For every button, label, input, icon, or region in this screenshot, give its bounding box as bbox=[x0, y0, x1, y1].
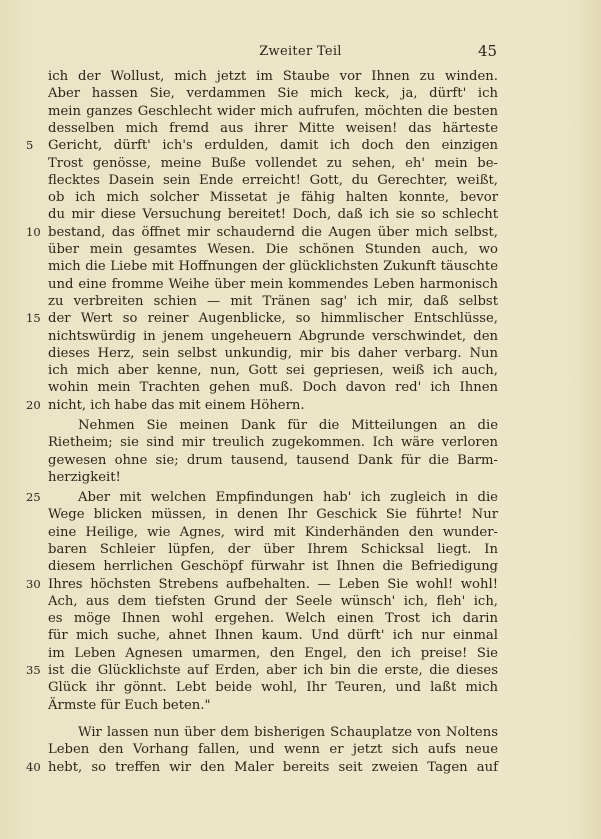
text-line: Nehmen Sie meinen Dank für die Mitteilungen an die bbox=[78, 418, 498, 433]
text-line: dieses Herz, sein selbst unkundig, mir bis daher verbarg. Nun bbox=[48, 345, 498, 361]
text-line: Leben den Vorhang fallen, und wenn er jetzt sich aufs neue bbox=[48, 742, 498, 758]
text-line: ob ich mich solcher Missetat je fähig halten konnte, bevor bbox=[48, 190, 498, 206]
text-line: bestand, das öffnet mir schaudernd die Augen über mich selbst, bbox=[48, 224, 498, 240]
text-line: desselben mich fremd aus ihrer Mitte weisen! das härteste bbox=[48, 120, 498, 136]
text-line: Wir lassen nun über dem bisherigen Schauplatze von Noltens bbox=[78, 725, 498, 740]
text-line: nichtswürdig in jenem ungeheuern Abgrunde verschwindet, den bbox=[48, 328, 498, 344]
line-number: 25 bbox=[26, 490, 41, 504]
text-line: zu verbreiten schien — mit Tränen sag' ich mir, daß selbst bbox=[48, 293, 498, 309]
line-number: 40 bbox=[26, 759, 41, 774]
text-line: Trost genösse, meine Buße vollendet zu sehen, eh' mein be- bbox=[48, 155, 498, 171]
text-line: ist die Glücklichste auf Erden, aber ich bin die erste, die dieses bbox=[48, 663, 498, 678]
text-line: Ärmste für Euch beten." bbox=[48, 697, 211, 713]
text-line: Aber mit welchen Empfindungen hab' ich zugleich in die bbox=[78, 490, 498, 505]
text-line: gewesen ohne sie; drum tausend, tausend Dank für die Barm- bbox=[48, 452, 498, 468]
text-line: eine Heilige, wie Agnes, wird mit Kinderhänden den wunder- bbox=[48, 524, 498, 540]
text-line: Rietheim; sie sind mir treulich zugekommen. Ich wäre verloren bbox=[48, 435, 498, 451]
text-line: wohin mein Trachten gehen muß. Doch davon red' ich Ihnen bbox=[48, 380, 498, 396]
text-line: Gericht, dürft' ich's erdulden, damit ich doch den einzigen bbox=[48, 138, 498, 154]
text-line: der Wert so reiner Augenblicke, so himmlischer Entschlüsse, bbox=[48, 311, 498, 327]
page-number: 45 bbox=[478, 42, 498, 60]
text-line: nicht, ich habe das mit einem Höhern. bbox=[48, 397, 305, 413]
text-line: baren Schleier lüpfen, der über Ihrem Schicksal liegt. In bbox=[48, 541, 498, 557]
text-line: für mich suche, ahnet Ihnen kaum. Und dürft' ich nur einmal bbox=[48, 628, 498, 644]
running-header: Zweiter Teil bbox=[259, 44, 342, 59]
text-line: herzigkeit! bbox=[48, 469, 121, 485]
text-line: Glück ihr gönnt. Lebt beide wohl, Ihr Teuren, und laßt mich bbox=[48, 680, 498, 696]
line-number: 5 bbox=[26, 138, 34, 153]
text-line: ich der Wollust, mich jetzt im Staube vor Ihnen zu winden. bbox=[48, 69, 498, 84]
text-line: Aber hassen Sie, verdammen Sie mich keck, ja, dürft' ich bbox=[48, 86, 498, 102]
text-line: du mir diese Versuchung bereitet! Doch, daß ich sie so schlecht bbox=[48, 207, 498, 223]
text-line: hebt, so treffen wir den Maler bereits seit zweien Tagen auf bbox=[48, 759, 498, 775]
text-line: Wege blicken müssen, in denen Ihr Geschick Sie führte! Nur bbox=[48, 507, 498, 523]
text-line: und eine fromme Weihe über mein kommendes Leben harmonisch bbox=[48, 276, 498, 292]
text-line: diesem herrlichen Geschöpf fürwahr ist Ihnen die Befriedigung bbox=[48, 559, 498, 575]
text-line: im Leben Agnesen umarmen, den Engel, den ich preise! Sie bbox=[48, 645, 498, 661]
text-line: Ach, aus dem tiefsten Grund der Seele wünsch' ich, fleh' ich, bbox=[48, 593, 498, 609]
text-line: ich mich aber kenne, nun, Gott sei gepriesen, weiß ich auch, bbox=[48, 363, 498, 379]
line-number: 20 bbox=[26, 397, 41, 412]
text-line: Ihres höchsten Strebens aufbehalten. — Leben Sie wohl! wohl! bbox=[48, 576, 498, 592]
text-line: es möge Ihnen wohl ergehen. Welch einen Trost ich darin bbox=[48, 611, 498, 627]
line-number: 30 bbox=[26, 576, 41, 591]
line-number: 15 bbox=[26, 311, 41, 326]
line-number: 10 bbox=[26, 224, 41, 239]
text-line: mich die Liebe mit Hoffnungen der glücklichsten Zukunft täuschte bbox=[48, 259, 498, 275]
line-number: 35 bbox=[26, 663, 41, 677]
text-line: mein ganzes Geschlecht wider mich aufrufen, möchten die besten bbox=[48, 103, 498, 119]
text-line: über mein gesamtes Wesen. Die schönen Stunden auch, wo bbox=[48, 242, 498, 257]
text-line: flecktes Dasein sein Ende erreicht! Gott, du Gerechter, weißt, bbox=[48, 172, 498, 188]
